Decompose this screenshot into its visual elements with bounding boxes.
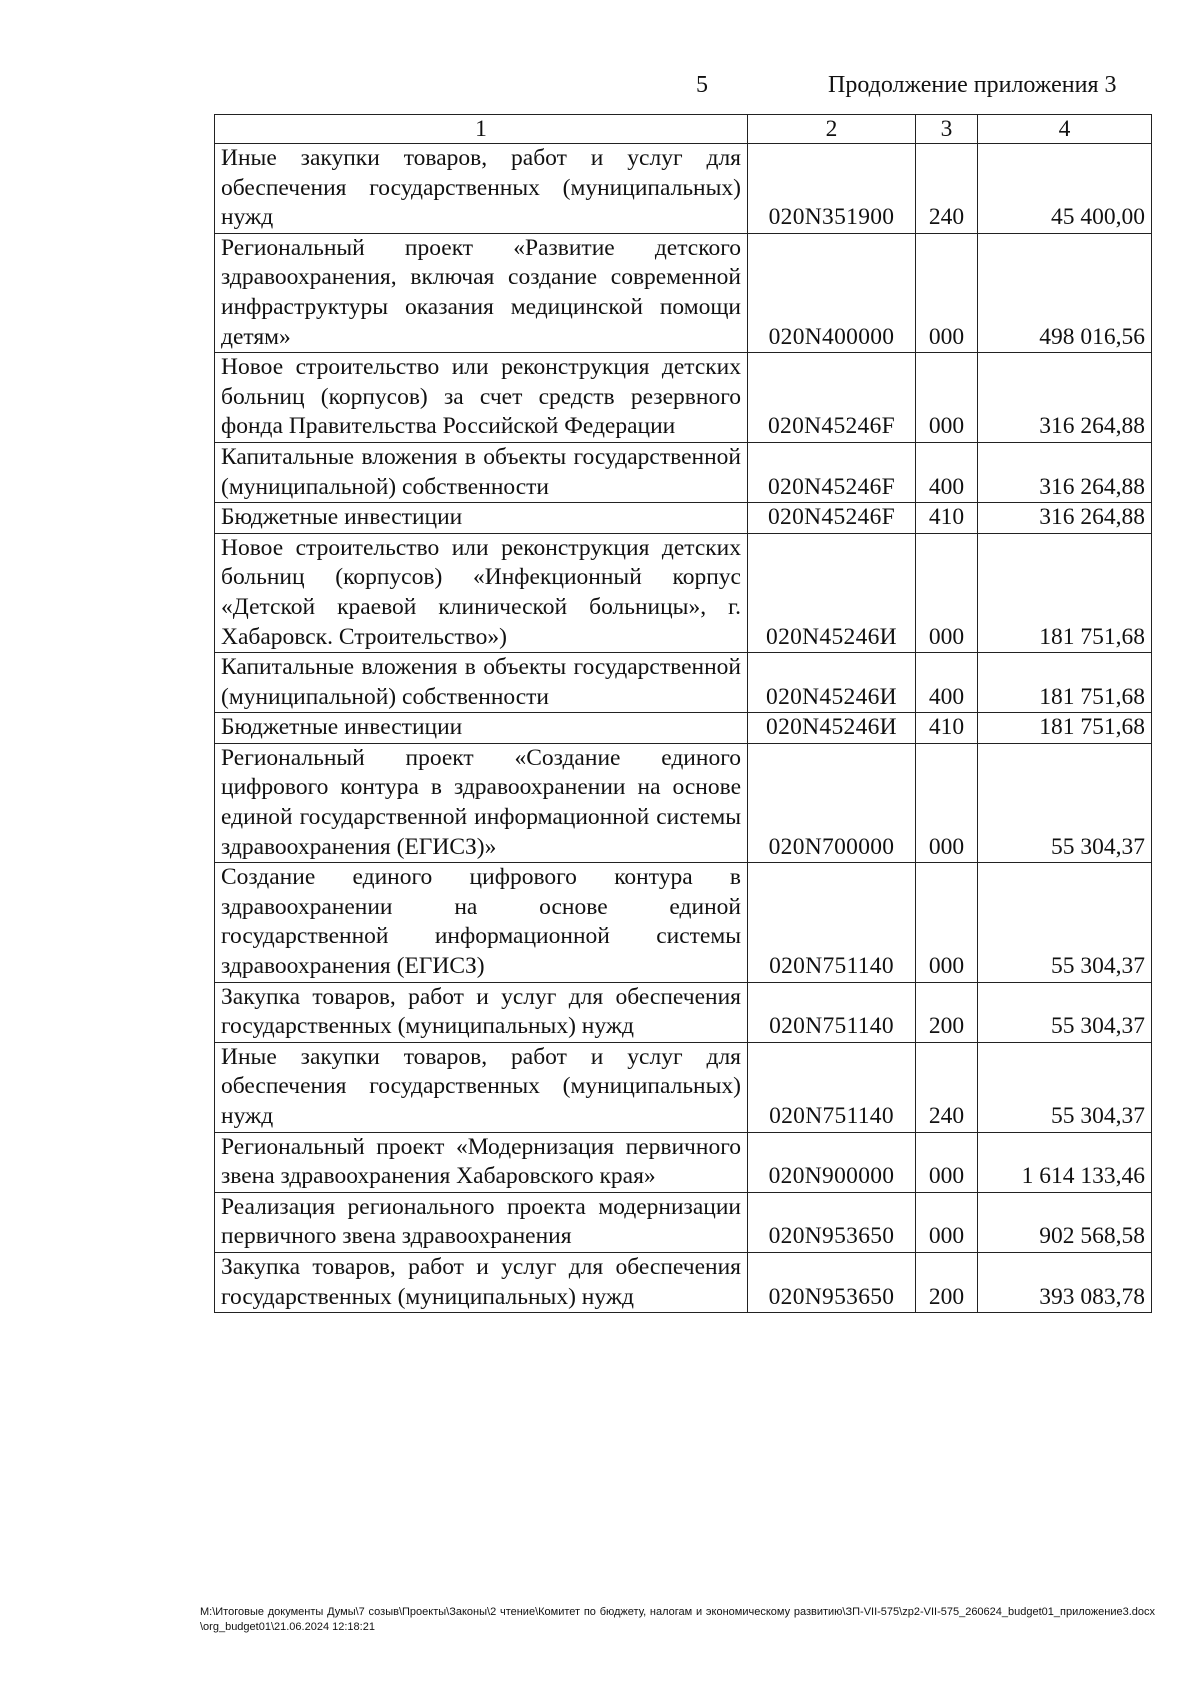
row-code-cell: 020N400000 <box>748 233 916 352</box>
row-name-cell: Бюджетные инвестиции <box>215 503 748 534</box>
row-amount-cell: 1 614 133,46 <box>978 1132 1152 1192</box>
row-code-cell: 020N900000 <box>748 1132 916 1192</box>
row-name-cell: Капитальные вложения в объекты государственной (муниципальной) собственности <box>215 653 748 713</box>
row-type-cell: 000 <box>916 743 978 862</box>
document-file-path: M:\Итоговые документы Думы\7 созыв\Проекты\Законы\2 чтение\Комитет по бюджету, налогам и экономическому развитию\ЗП-VII-575\zp2-VII-575_260624_budget01_приложение3.docx\org_budget01\21.06.2024 12:18:21 <box>200 1606 1155 1633</box>
row-type-cell: 000 <box>916 1132 978 1192</box>
row-code-cell: 020N751140 <box>748 982 916 1042</box>
row-amount-cell: 55 304,37 <box>978 1042 1152 1132</box>
table-row <box>215 144 1152 234</box>
row-code-cell: 020N45246F <box>748 442 916 502</box>
row-code-cell: 020N45246И <box>748 713 916 744</box>
row-amount-cell: 45 400,00 <box>978 144 1152 234</box>
column-header-2: 2 <box>748 115 916 144</box>
row-type-cell: 410 <box>916 503 978 534</box>
row-name-cell: Региональный проект «Развитие детского здравоохранения, включая создание современной инфраструктуры оказания медицинской помощи детям» <box>215 233 748 352</box>
column-header-3: 3 <box>916 115 978 144</box>
row-name-cell: Новое строительство или реконструкция детских больниц (корпусов) за счет средств резервного фонда Правительства Российской Федерации <box>215 353 748 443</box>
row-type-cell: 400 <box>916 653 978 713</box>
budget-table <box>214 114 1152 1313</box>
table-row <box>215 863 1152 982</box>
row-code-cell: 020N751140 <box>748 1042 916 1132</box>
row-type-cell: 240 <box>916 144 978 234</box>
row-type-cell: 200 <box>916 982 978 1042</box>
table-row <box>215 1042 1152 1132</box>
row-amount-cell: 181 751,68 <box>978 533 1152 652</box>
row-type-cell: 400 <box>916 442 978 502</box>
row-amount-cell: 316 264,88 <box>978 442 1152 502</box>
row-code-cell: 020N953650 <box>748 1252 916 1312</box>
table-row <box>215 533 1152 652</box>
row-code-cell: 020N953650 <box>748 1192 916 1252</box>
row-code-cell: 020N45246И <box>748 533 916 652</box>
row-code-cell: 020N45246F <box>748 353 916 443</box>
row-type-cell: 000 <box>916 533 978 652</box>
column-header-1: 1 <box>215 115 748 144</box>
column-number-row <box>215 115 1152 144</box>
row-type-cell: 240 <box>916 1042 978 1132</box>
row-amount-cell: 55 304,37 <box>978 743 1152 862</box>
row-amount-cell: 55 304,37 <box>978 982 1152 1042</box>
table-row <box>215 982 1152 1042</box>
table-row <box>215 503 1152 534</box>
row-name-cell: Создание единого цифрового контура в здравоохранении на основе единой государственной информационной системы здравоохранения (ЕГИСЗ) <box>215 863 748 982</box>
row-code-cell: 020N700000 <box>748 743 916 862</box>
row-code-cell: 020N351900 <box>748 144 916 234</box>
row-amount-cell: 393 083,78 <box>978 1252 1152 1312</box>
row-name-cell: Закупка товаров, работ и услуг для обеспечения государственных (муниципальных) нужд <box>215 982 748 1042</box>
page-number: 5 <box>696 72 708 98</box>
row-type-cell: 410 <box>916 713 978 744</box>
row-type-cell: 200 <box>916 1252 978 1312</box>
row-name-cell: Региональный проект «Модернизация первичного звена здравоохранения Хабаровского края» <box>215 1132 748 1192</box>
table-row <box>215 653 1152 713</box>
row-name-cell: Региональный проект «Создание единого цифрового контура в здравоохранении на основе единой государственной информационной системы здравоохранения (ЕГИСЗ)» <box>215 743 748 862</box>
column-header-4: 4 <box>978 115 1152 144</box>
row-name-cell: Капитальные вложения в объекты государственной (муниципальной) собственности <box>215 442 748 502</box>
row-code-cell: 020N45246И <box>748 653 916 713</box>
table-row <box>215 442 1152 502</box>
appendix-continuation-title: Продолжение приложения 3 <box>828 72 1117 98</box>
row-code-cell: 020N751140 <box>748 863 916 982</box>
table-row <box>215 1192 1152 1252</box>
row-type-cell: 000 <box>916 1192 978 1252</box>
row-name-cell: Новое строительство или реконструкция детских больниц (корпусов) «Инфекционный корпус «Детской краевой клинической больницы», г. Хабаровск. Строительство») <box>215 533 748 652</box>
row-type-cell: 000 <box>916 353 978 443</box>
table-row <box>215 1252 1152 1312</box>
row-name-cell: Иные закупки товаров, работ и услуг для обеспечения государственных (муниципальных) нужд <box>215 144 748 234</box>
row-amount-cell: 902 568,58 <box>978 1192 1152 1252</box>
row-name-cell: Реализация регионального проекта модернизации первичного звена здравоохранения <box>215 1192 748 1252</box>
table-row <box>215 743 1152 862</box>
row-name-cell: Закупка товаров, работ и услуг для обеспечения государственных (муниципальных) нужд <box>215 1252 748 1312</box>
table-row <box>215 1132 1152 1192</box>
row-type-cell: 000 <box>916 863 978 982</box>
row-amount-cell: 55 304,37 <box>978 863 1152 982</box>
row-name-cell: Бюджетные инвестиции <box>215 713 748 744</box>
row-amount-cell: 181 751,68 <box>978 653 1152 713</box>
row-type-cell: 000 <box>916 233 978 352</box>
table-row <box>215 233 1152 352</box>
row-amount-cell: 181 751,68 <box>978 713 1152 744</box>
table-row <box>215 353 1152 443</box>
row-name-cell: Иные закупки товаров, работ и услуг для обеспечения государственных (муниципальных) нужд <box>215 1042 748 1132</box>
table-row <box>215 713 1152 744</box>
row-code-cell: 020N45246F <box>748 503 916 534</box>
row-amount-cell: 316 264,88 <box>978 503 1152 534</box>
row-amount-cell: 498 016,56 <box>978 233 1152 352</box>
row-amount-cell: 316 264,88 <box>978 353 1152 443</box>
